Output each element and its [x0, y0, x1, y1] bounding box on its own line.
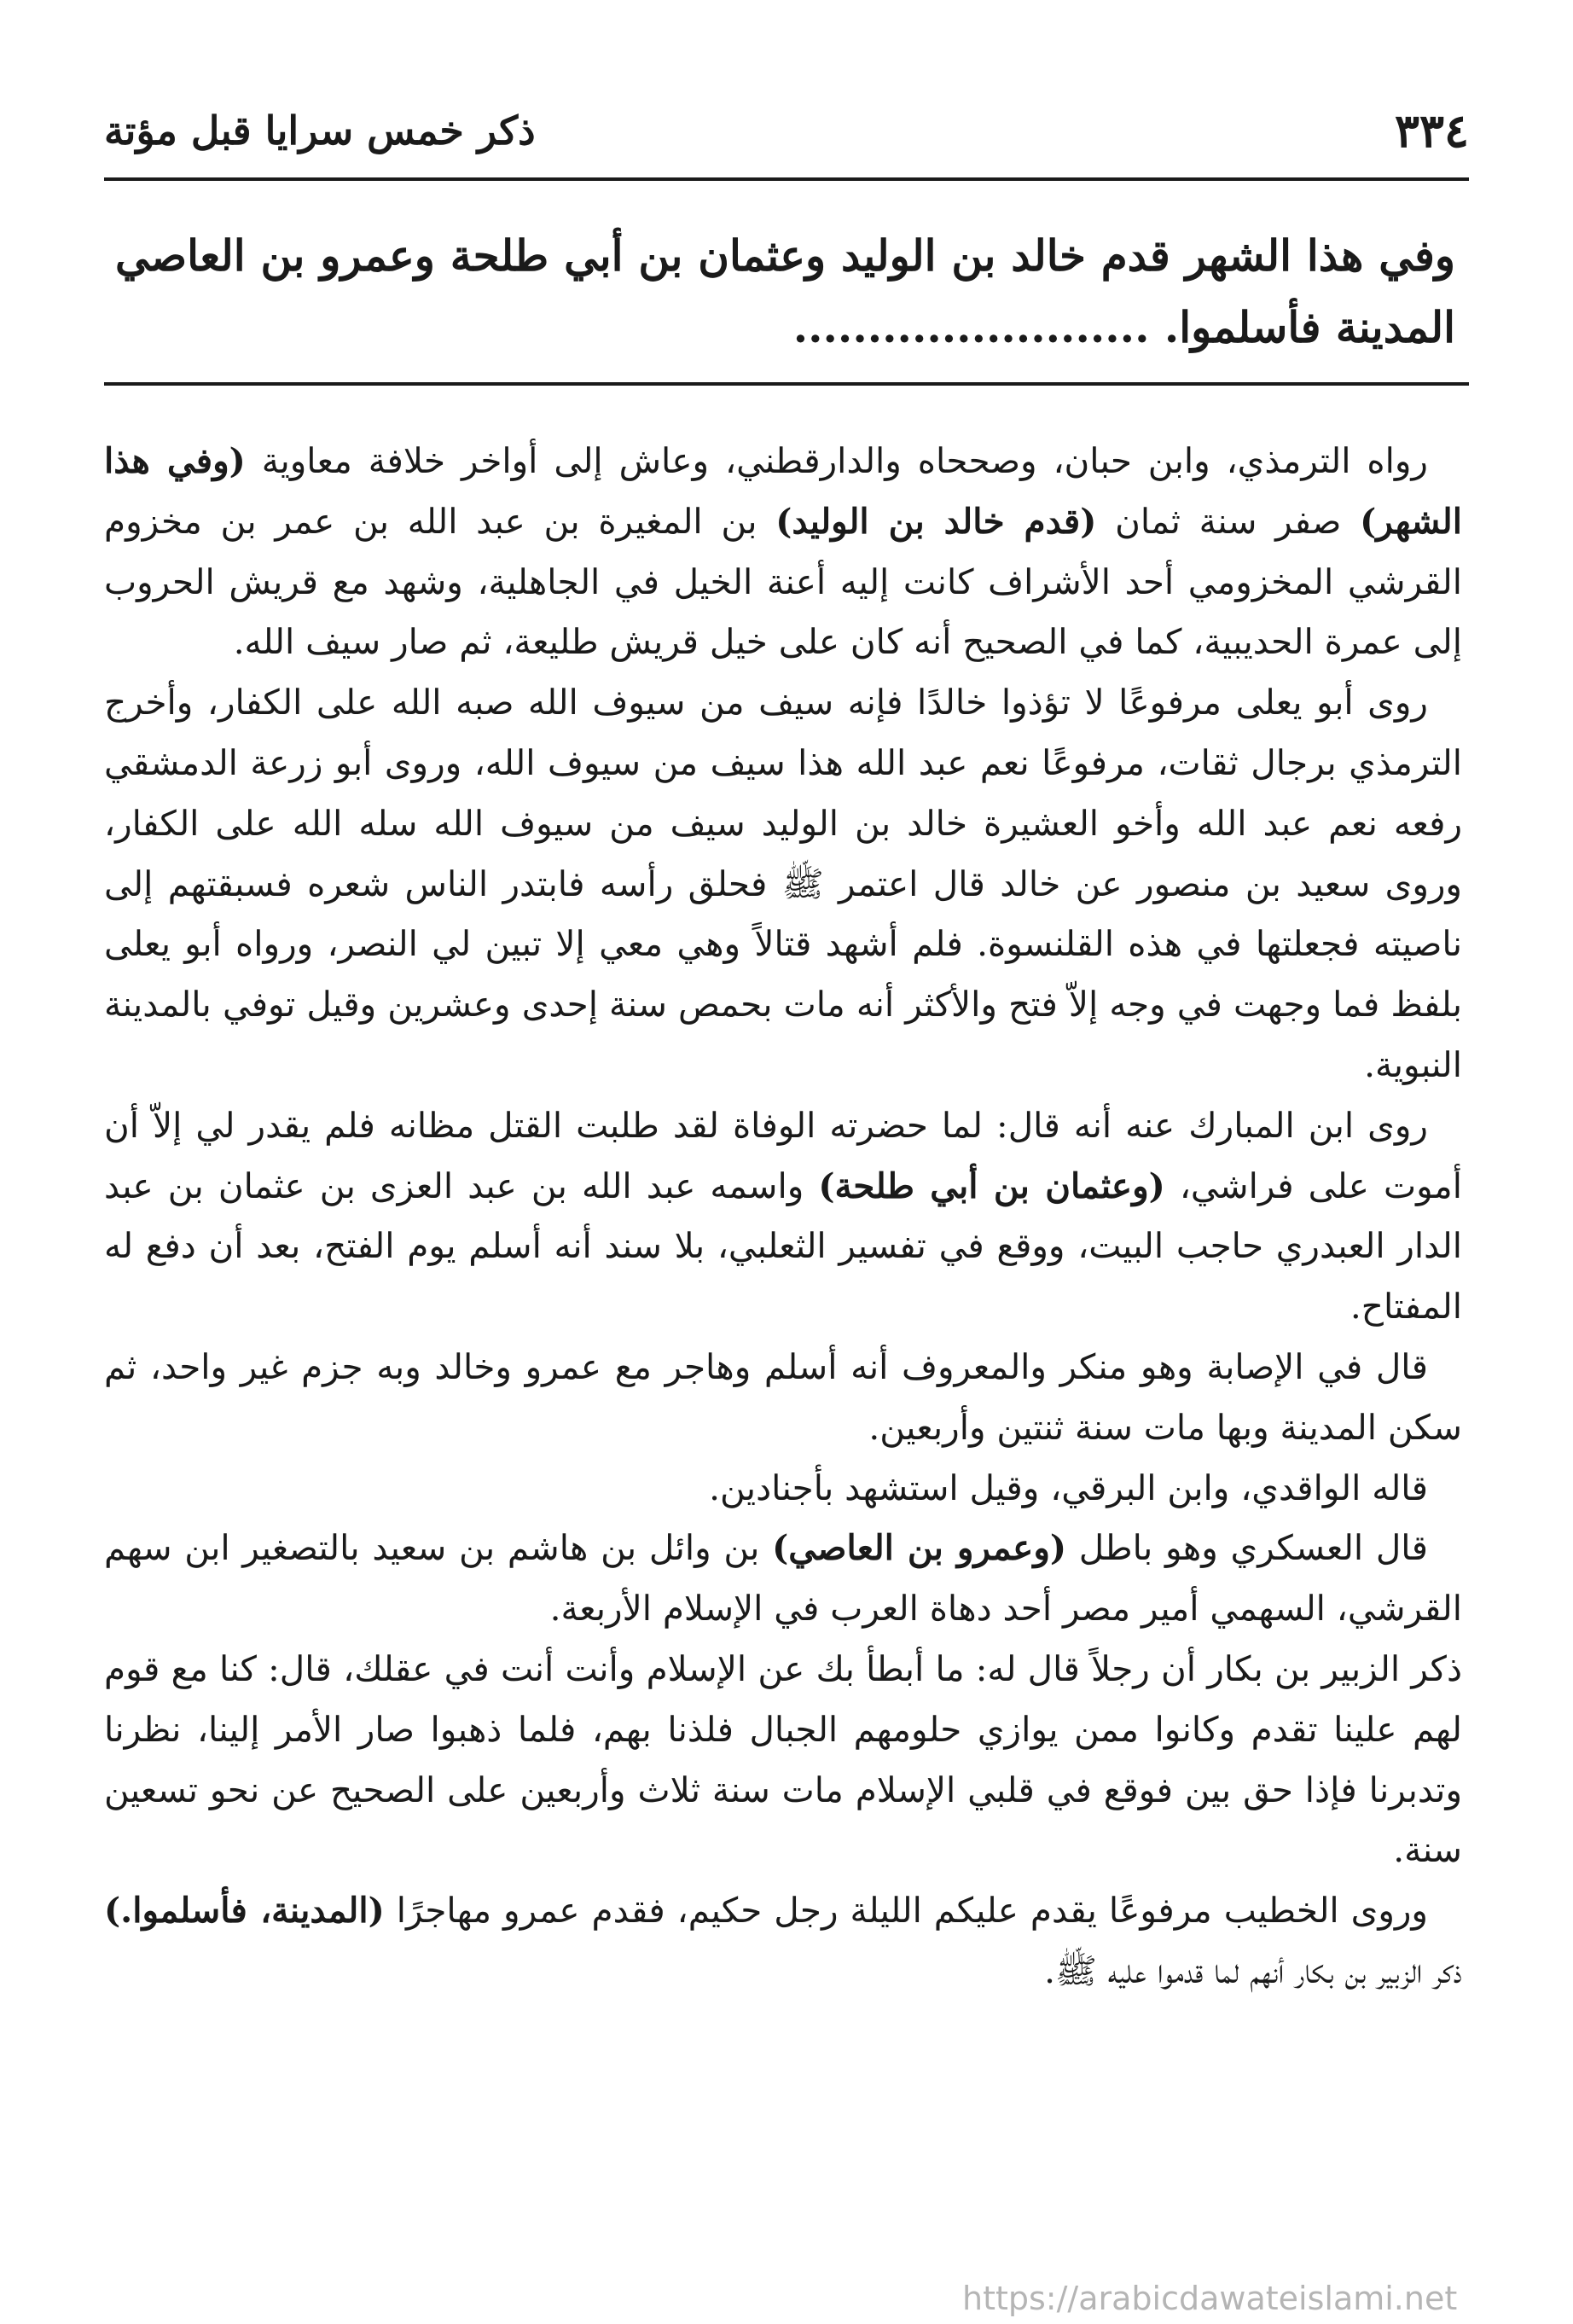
commentary-text: ذكر الزبير بن بكار أنهم لما قدموا عليه ﷺ.: [1044, 1949, 1462, 1991]
text-divider-rule: [104, 382, 1469, 386]
header-rule: [104, 177, 1469, 181]
source-watermark: https://arabicdawateislami.net: [962, 2280, 1458, 2317]
quoted-phrase: (وعمرو بن العاصي): [772, 1527, 1067, 1569]
page-number: ٣٣٤: [1394, 103, 1469, 158]
quoted-phrase: (وفي هذا الشهر): [104, 440, 1463, 542]
commentary-text: روى ابن المبارك عنه أنه قال: لما حضرته الوفاة لقد طلبت القتل مظانه فلم يقدر لي إلاّ أن أموت على فراشي،: [104, 1104, 1462, 1206]
commentary-text: قال العسكري وهو باطل: [1066, 1527, 1428, 1569]
commentary-paragraph: [104, 1880, 1462, 2002]
commentary-text: صفر سنة ثمان: [1096, 500, 1361, 542]
commentary-paragraph: [104, 1518, 1462, 1639]
commentary-text: وروى الخطيب مرفوعًا يقدم عليكم الليلة رجل حكيم، فقدم عمرو مهاجرًا: [384, 1890, 1428, 1932]
quoted-phrase: (قدم خالد بن الوليد): [775, 500, 1097, 542]
chapter-title: ذكر خمس سرايا قبل مؤتة: [104, 107, 536, 154]
quoted-phrase: (المدينة، فأسلموا.): [104, 1890, 385, 1932]
running-head: [104, 94, 1469, 167]
commentary-paragraph: روى أبو يعلى مرفوعًا لا تؤذوا خالدًا فإنه سيف من سيوف الله صبه الله على الكفار، وأخرج الترمذي برجال ثقات، مرفوعًا نعم عبد الله هذا سيف من سيوف الله، وروى أبو زرعة الدمشقي رفعه نعم عبد الله وأخو العشيرة خالد بن الوليد سيف من سيوف الله سله الله على الكفار، وروى سعيد بن منصور عن خالد قال اعتمر ﷺ فحلق رأسه فابتدر الناس شعره فسبقتهم إلى ناصيته فجعلتها في هذه القلنسوة. فلم أشهد قتالاً وهي معي إلا تبين لي النصر، ورواه أبو يعلى بلفظ فما وجهت في وجه إلاّ فتح والأكثر أنه مات بحمص سنة إحدى وعشرين وقيل توفي بالمدينة النبوية.: [104, 682, 1462, 1085]
commentary-text: واسمه عبد الله بن عبد العزى بن عثمان بن عبد الدار العبدري حاجب البيت، ووقع في تفسير الثعلبي، بلا سند أنه أسلم يوم الفتح، بعد أن دفع له المفتاح.: [104, 1165, 1462, 1328]
main-text: [115, 220, 1455, 363]
commentary-paragraph: [104, 431, 1462, 672]
quoted-phrase: (وعثمان بن أبي طلحة): [818, 1165, 1165, 1206]
commentary-paragraph: [104, 1095, 1462, 1337]
commentary-paragraph: ذكر الزبير بن بكار أن رجلاً قال له: ما أبطأ بك عن الإسلام وأنت أنت في عقلك، قال: كنا مع قوم لهم علينا تقدم وكانوا ممن يوازي حلومهم الجبال فلذنا بهم، فلما ذهبوا صار الأمر إلينا، نظرنا وتدبرنا فإذا حق بين فوقع في قلبي الإسلام مات سنة ثلاث وأربعين على الصحيح عن نحو تسعين سنة.: [104, 1647, 1462, 1871]
commentary-text: رواه الترمذي، وابن حبان، وصححاه والدارقطني، وعاش إلى أواخر خلافة معاوية: [245, 440, 1428, 481]
commentary-paragraph: قال في الإصابة وهو منكر والمعروف أنه أسلم وهاجر مع عمرو وخالد وبه جزم غير واحد، ثم سكن المدينة وبها مات سنة ثنتين وأربعين.: [104, 1345, 1462, 1448]
commentary: [104, 431, 1462, 2002]
commentary-text: بن المغيرة بن عبد الله بن عمر بن مخزوم القرشي المخزومي أحد الأشراف كانت إليه أعنة الخيل في الجاهلية، وشهد مع قريش الحروب إلى عمرة الحديبية، كما في الصحيح أنه كان على خيل قريش طليعة، ثم صار سيف الله.: [104, 500, 1462, 663]
main-text-body: وفي هذا الشهر قدم خالد بن الوليد وعثمان بن أبي طلحة وعمرو بن العاصي المدينة فأسلموا. ........................: [115, 230, 1455, 352]
commentary-paragraph: قاله الواقدي، وابن البرقي، وقيل استشهد بأجنادين.: [709, 1467, 1428, 1508]
commentary-text: بن وائل بن هاشم بن سعيد بالتصغير ابن سهم القرشي، السهمي أمير مصر أحد دهاة العرب في الإسلام الأربعة.: [104, 1527, 1462, 1630]
